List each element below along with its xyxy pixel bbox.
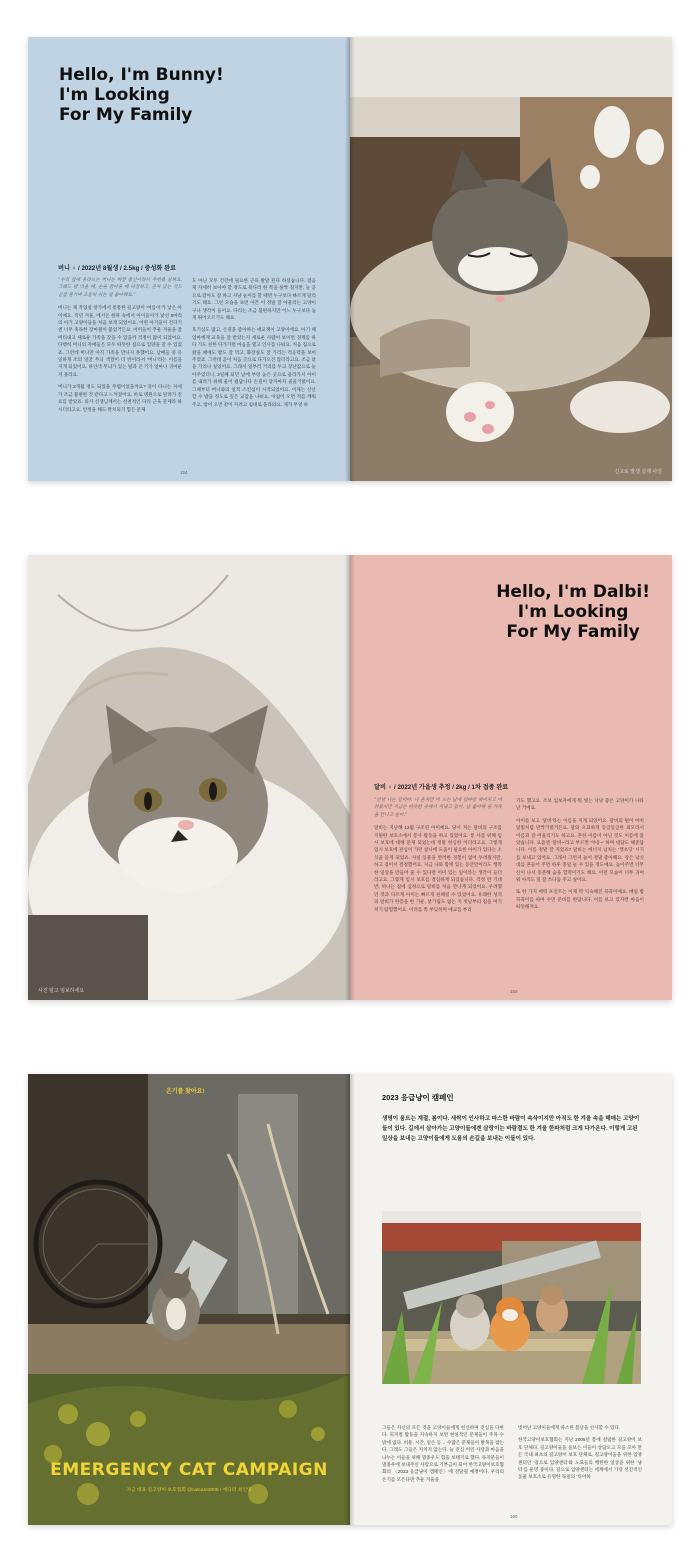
page-number: 160 xyxy=(510,1514,518,1519)
body-paragraph: 벗어난 고양이들에게 따스한 봄날을 선사할 수 있다. xyxy=(518,1425,621,1430)
body-paragraph: 또 한 가지 매력 포인트는 이제 막 익숙해진 꾹꾹이예요. 매일 밤 꾹꾹이를 하며 수면 준비를 한답니다. 이를 보고 있자면 마음이 따뜻해져요. xyxy=(516,889,644,910)
spread-campaign xyxy=(28,1074,672,1525)
page-number: 154 xyxy=(180,470,188,475)
page-left-campaign xyxy=(28,1074,350,1525)
title-line-2: I'm Looking xyxy=(59,85,170,106)
article-heading: 2023 응급냥이 캠페인 xyxy=(382,1093,454,1102)
cat-profile-meta: 달비 ♀ / 2022년 가을생 추정 / 2kg / 1차 접종 완료 xyxy=(374,784,509,791)
body-paragraph: 달비는 지난해 12월 구조된 아이예요. 당시 저는 달비의 구조를 지원한 보호소에서 봉사 활동을 하고 있었어요. 통 사를 위해 임시 보호에 대해 문제 되었는데 정말 한심한 이더라고요. 그렇게 임시 보호에 관심이 가던 참나에 도움이 필요한 아이가 있다는 소식을 듣게 되었죠. 사실 동물을 반려한 경험이 없어 두려웠지만, 하고 겪어서 결정했어요. 지금 나와 함께 있는 동안만이라도 행복한 일상을 만들어 줄 수 있다면 이미 있는 일이라는 생각이 들더라고요. 그렇게 임시 보호를 결심하게 되었습니다. 걱정 반 기대 반, 떠나는 집에 심정으로 달비를 처음 만나게 되었어요. 우려했던 것과 다르게 아이는 빠르게 친해질 수 있었어요. 유쾌한 성격의 달비가 한층을 한 가운, 낯가림도 없는 지 첫날부터 집을 여기저기 탐험했어요. 이러를 쪽 부딪히며 애교를 부리 xyxy=(374,825,502,912)
lead-paragraph: 생명이 움트는 계절, 봄이다. 새싹이 인사하고 따스한 바람이 속삭이지만 아직도 한 겨울 속을 헤매는 고양이들이 있다. 길에서 살아가는 고양이들에겐 살랑이는 바람결도 한 겨울 한파처럼 크게 다가온다. 이렇게 고된 일상을 보내는 고양이들에게 도움의 손길을 보내는 이들이 있다. xyxy=(382,1116,640,1142)
page-left-bunny xyxy=(28,37,350,481)
body-paragraph: 그들은 자신의 모든 것을 고양이들에게 헌신하며 진심을 다한다. 피지컬 활동을 지속하지 보면 현실적인 문제들이 주목 수밖에 없다. 비용, 시간, 일손 등… 수많은 문제들이 발목을 잡는다. 그래도 그들은 지치지 않는다. 늘 진심 어린 사랑과 마음을 나누는 이들을 위해 멸종우도 힘을 보태기로 했다. 독자분들이 멸종우에 보내주신 사랑으로 기부금이 되어 한국고양이보호협회의 〈2023 응급냥이 캠페인〉에 전달될 예정이다. 우리의 온기를 모은다면 추운 겨울을 xyxy=(382,1425,504,1482)
body-paragraph: 아이를 보고 ‘달비’라는 이름을 지게 되었어요. 달비의 털이 마치 달빛처럼 반짝거렸거든요. 달의 오묘하게 동글동글한 외모라서 이름과 잘 어울리기도 하고요. 혼한 이름이 아닌 것도 이름에 꼽았습니다. 요즘엔 ‘달비~’라고 부르면 ‘야옹~’ 하며 대답도 해준답니다. 이름 정말 잘 지었죠? 달비는 에너지 넘치는 ‘캣초딩’ 시기를 보내고 있어요. 그래서 그런지 놀이 정말 좋아해요. 장은 낚싯대를 흔들어 주면 하루 종일 놀 수 있을 정도예요. 높아주면 너무 신이 나서 흥분해 숨을 헐떡이기도 해요. 이런 모습이 너무 귀여워 아직도 밀 잘 쓰다듬 주고 싶어요. xyxy=(516,817,644,883)
body-paragraph: 버니는 제 작업실 창가에서 통통한 길고양이 ‘여름이’가 낳은 아이예요. 작년 겨울, 에서온 한파 속에서 아이들이가 낯선 5마리의 아기 고양이들을 처음 보게 되었어요. 어떤 아기들이 건디기엔 너무 혹독한 장마철이 불었거든요. 어미들이 추운 겨울을 잘 버티내고 새로운 가족을 찾을 수 있을까 걱정이 많이 되었어요. 다행히 버니의 자매들은 모두 따뜻한 집으로 입양을 갈 수 있었죠. 그런데 버니만 아직 가족을 만나지 못했어요. 남매들 중 유일하게 조의 얼굴 무늬 색깔이 더 반이라서 ‘버니’라는 이름을 지게 되었어요. 하얀색 무늬가 있는 털과 큰 키가 얼마나 귀여운지 몰라요. xyxy=(58,305,182,377)
title-line-2: I'm Looking xyxy=(517,602,629,623)
campaign-title: EMERGENCY CAT CAMPAIGN xyxy=(50,1460,328,1480)
quote-paragraph: “우리 집에 올라오는 버니는 바깥 출신이라서 주위를 살펴요. 그래도 밥 먹을 때, 손을 잡아줄 때 다정하고, 혼자 있는 것도 곧잘 즐기며 조용히 쉬는 걸 좋아해요.” xyxy=(58,278,182,298)
page-right-dalbi xyxy=(350,555,672,1000)
section-tag: 온기를 찾아요! xyxy=(166,1089,205,1095)
spread-bunny xyxy=(28,37,672,481)
photo-caption: 사진 털고 임보하세요 xyxy=(38,988,85,994)
body-paragraph: 도 아닌 모두 건강에 필요한 근육 발달 된다 하셨습니다. 걸음 제 자세히 보아야 할 정도로 뒷다리 한 쪽을 살짝 절지만, 늘 곧으로 잡아도 잘 하고 사냥 놀이를 할 때면 누구보다 빠르게 달리기도 해요. 그런 모습을 보면 아픈 이 정말 잘 아물리는 고양이구나 생각이 들어요. 다리는 조금 불편하지만 어느 누구보다 높게 뛰어오르기도 해요. xyxy=(192,278,316,321)
page-title xyxy=(59,65,224,125)
title-line-1: Hello, I'm Dalbi! xyxy=(496,582,650,602)
quote-paragraph: “안녕 나는 달비야. 나 혼자만 비 오는 날에 엄마랑 헤어지고 어려웠지만 지금은 따뜻한 곳에서 지내고 있어. 날 좋아해 줄 가족을 만나고 싶어.” xyxy=(374,798,502,818)
body-paragraph: 한국고양이보호협회는 지난 2005년 봄에 설립한 길고양이 보호 단체다. 길고양이들을 돌보는 이들이 상담오고 모을 모아 만든 국내 최초의 길고양이 보호 단체로, 길고양이들을 위한 입양 센터인 ‘길으로 입양센터’와 노묘들의 행한한 일상을 위한 ‘냥터’를 운영 중이다. 길으로 입양센터는 세계에서 가장 선진적인 동물 보호소로 유명한 독일의 ‘티어하 xyxy=(518,1437,642,1480)
text-column-left xyxy=(58,277,182,418)
spread-dalbi xyxy=(28,555,672,1000)
text-column-left xyxy=(382,1424,504,1488)
page-right-campaign xyxy=(350,1074,672,1525)
title-line-1: Hello, I'm Bunny! xyxy=(59,65,224,85)
page-title xyxy=(496,582,650,642)
text-column-right xyxy=(192,277,316,413)
body-paragraph: 버니가 2개월 정도 되었을 무렵이었을까요? 길이 다니는 자세가 조금 불편한 것 같다고 느껴졌어요. 바로 병원으로 달려가 진료를 받았죠. 의사 선생님께서는 선천적인 다리 근육 문제라 하시더라고요. 안정을 해도 완치되기 힘든 문제 xyxy=(58,384,182,412)
photo-sleeping-cat xyxy=(350,37,672,481)
text-column-right xyxy=(516,797,644,916)
photo-caption: 신고로 발생 실제 사진 xyxy=(614,469,662,475)
photo-kittens xyxy=(382,1211,641,1384)
cat-profile-meta: 버니 ♀ / 2022년 8월생 / 2.5kg / 중성화 완료 xyxy=(58,265,177,272)
body-paragraph: 호기심도 많고, 손길을 좋아하는 애교쟁이 고양이에요. 아기 때 엄마에게 교육을 잘 받았는지 새로운 사람이 보이면 경계를 하다 가도 친한 다가가면 마음을 열고 인사를 나눠요. 처음 집으로 왔을 때에도 밥도 잘 먹고, 화장실도 잘 가리는 적응력을 보여 주었죠. 그런데 곧이 처음 곳으로 다가오진 않더라고요. 조금 낯을 가리나 싶었어요. 그래서 일부러 거리를 두고 장난감으로 놀아주었더니, 3일째 되던 날에 부엉 높은 곳으로 올라가서 아이를 내려가 위해 울어 줬답니다 손길이 닿자마자 골골거렸어요. 그때부터 버니와의 일적 스킨십이 시작되었어요. 이제는 산산할 수 밥을 정도로 깊은 교감을 나눠요. 아침이 오면 저를 깨워 주고, 밤이 오면 같이 자려고 침대로 올라와요. 제가 무얼 하 xyxy=(192,327,316,407)
text-column-left xyxy=(374,797,502,918)
title-line-3: For My Family xyxy=(506,622,640,643)
title-line-3: For My Family xyxy=(59,105,193,126)
text-column-right xyxy=(518,1424,642,1486)
page-left-dalbi xyxy=(28,555,350,1000)
photo-cat-under-blanket xyxy=(28,555,350,1000)
photo-cat-in-garden xyxy=(28,1074,350,1525)
page-right-bunny xyxy=(350,37,672,481)
body-paragraph: 기도 했고요. 조보 입보자에게 뭐 빛는 낙낭 좋은 고양이가 나타난 거예요. xyxy=(516,798,644,811)
page-number: 159 xyxy=(510,989,518,994)
photo-credit: 지금 대표 길고양이 보호협회 @catcare2005 / 에디터 최인영 xyxy=(126,1488,252,1493)
